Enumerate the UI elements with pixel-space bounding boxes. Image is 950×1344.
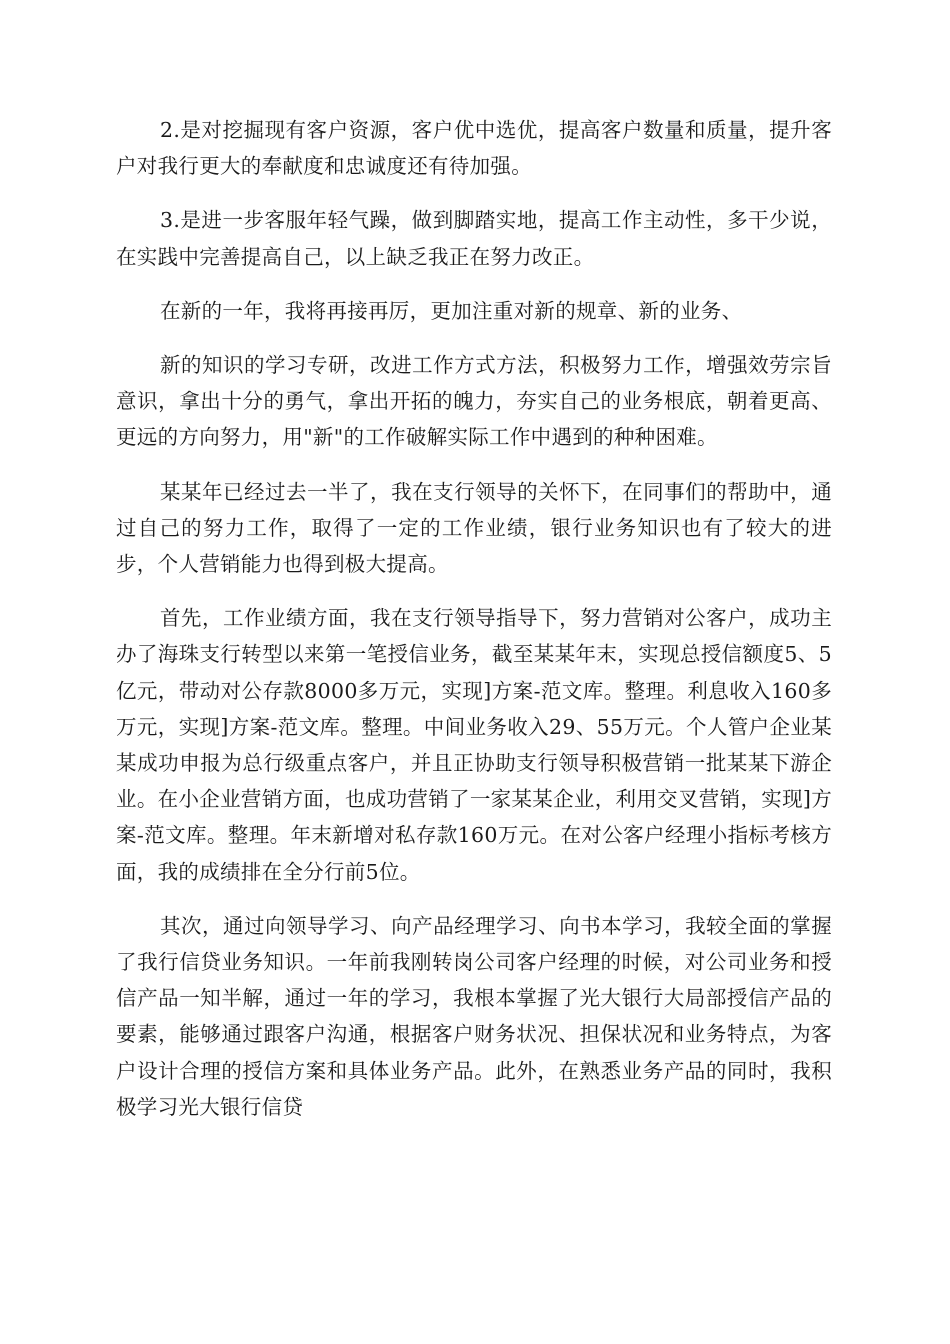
paragraph-new-year-intro: 在新的一年，我将再接再厉，更加注重对新的规章、新的业务、 bbox=[160, 298, 743, 323]
paragraph-new-year-continued: 新的知识的学习专研，改进工作方式方法，积极努力工作，增强效劳宗旨意识，拿出十分的勇气，拿出开拓的魄力，夯实自己的业务根底，朝着更高、更远的方向努力，用"新"的工作破解实际工作中遇到的种种困难。 bbox=[116, 353, 832, 450]
paragraph-half-year-summary: 某某年已经过去一半了，我在支行领导的关怀下，在同事们的帮助中，通过自己的努力工作，取得了一定的工作业绩，银行业务知识也有了较大的进步，个人营销能力也得到极大提高。 bbox=[116, 479, 832, 577]
paragraph-point-2: 2.是对挖掘现有客户资源，客户优中选优，提高客户数量和质量，提升客户对我行更大的奉献度和忠诚度还有待加强。 bbox=[116, 118, 832, 179]
paragraph-point-3: 3.是进一步客服年轻气躁，做到脚踏实地，提高工作主动性，多干少说，在实践中完善提高自己，以上缺乏我正在努力改正。 bbox=[116, 208, 832, 269]
document-page bbox=[116, 112, 832, 1143]
paragraph-work-performance: 首先，工作业绩方面，我在支行领导指导下，努力营销对公客户，成功主办了海珠支行转型以来第一笔授信业务，截至某某年末，实现总授信额度5、5亿元，带动对公存款8000多万元，实现]方案-范文库。整理。利息收入160多万元，实现]方案-范文库。整理。中间业务收入29、55万元。个人管户企业某某成功申报为总行级重点客户，并且正协助支行领导积极营销一批某某下游企业。在小企业营销方面，也成功营销了一家某某企业，利用交叉营销，实现]方案-范文库。整理。年末新增对私存款160万元。在对公客户经理小指标考核方面，我的成绩排在全分行前5位。 bbox=[116, 606, 832, 884]
paragraph-learning: 其次，通过向领导学习、向产品经理学习、向书本学习，我较全面的掌握了我行信贷业务知识。一年前我刚转岗公司客户经理的时候，对公司业务和授信产品一知半解，通过一年的学习，我根本掌握了光大银行大局部授信产品的要素，能够通过跟客户沟通，根据客户财务状况、担保状况和业务特点，为客户设计合理的授信方案和具体业务产品。此外，在熟悉业务产品的同时，我积极学习光大银行信贷 bbox=[116, 913, 832, 1119]
